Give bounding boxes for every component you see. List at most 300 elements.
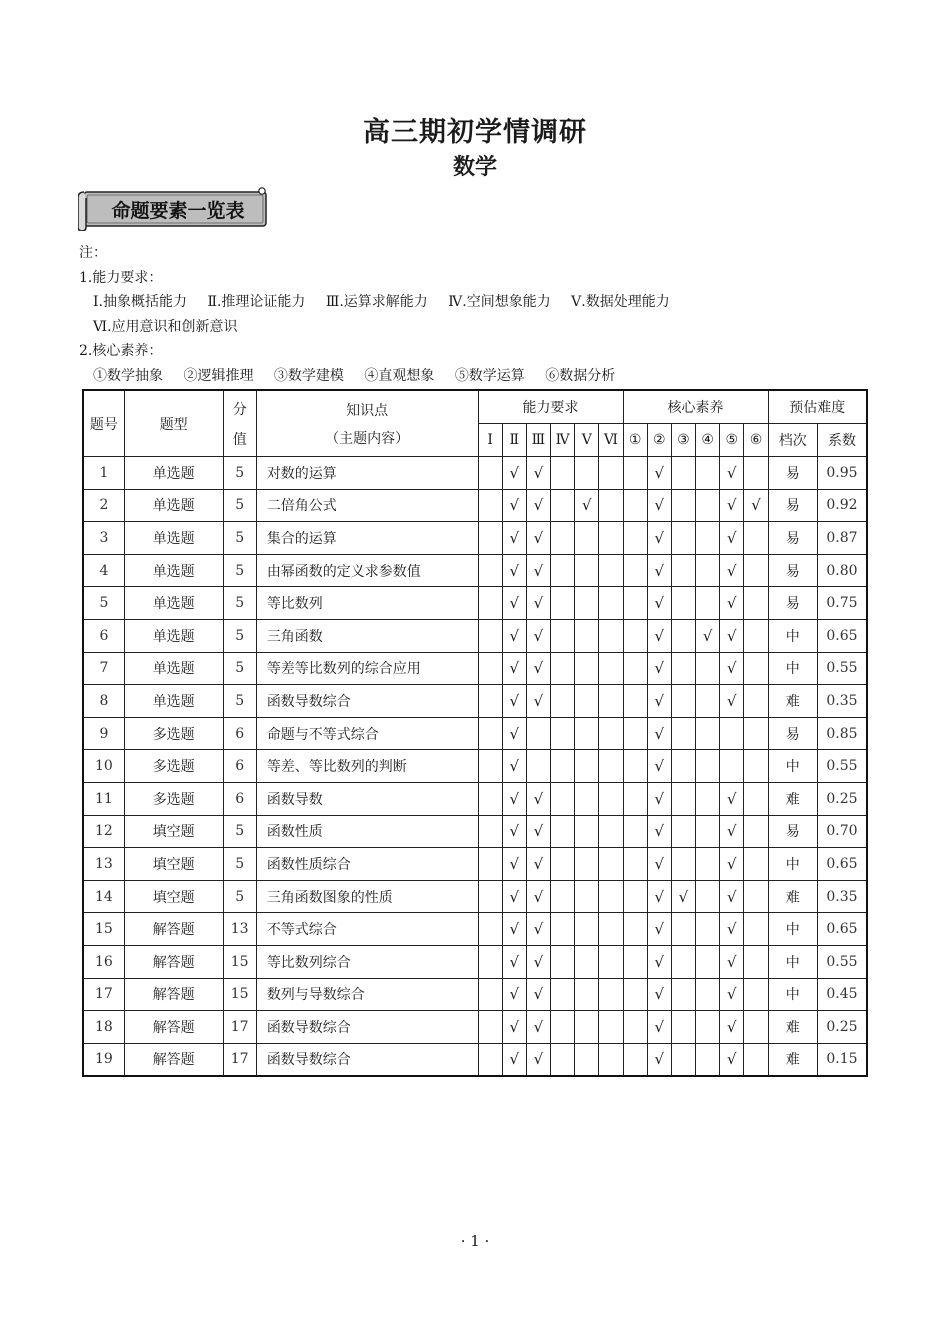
cell-score: 5 bbox=[223, 619, 256, 652]
cell-score: 6 bbox=[223, 717, 256, 750]
cell-coef: 0.70 bbox=[817, 815, 867, 848]
header-topic bbox=[256, 390, 478, 457]
cell-ability bbox=[599, 913, 623, 946]
cell-coef: 0.55 bbox=[817, 945, 867, 978]
cell-core bbox=[623, 978, 647, 1011]
cell-coef: 0.55 bbox=[817, 750, 867, 783]
header-ability-col: Ⅱ bbox=[502, 424, 526, 457]
page-number: · 1 · bbox=[460, 1232, 490, 1250]
cell-core bbox=[671, 913, 695, 946]
cell-core bbox=[671, 587, 695, 620]
check-mark: √ bbox=[533, 561, 544, 580]
check-mark: √ bbox=[702, 626, 713, 645]
check-mark: √ bbox=[509, 952, 520, 971]
check-mark: √ bbox=[727, 952, 737, 971]
cell-ability bbox=[478, 717, 502, 750]
check-mark: √ bbox=[533, 985, 544, 1004]
cell-core bbox=[647, 1011, 671, 1044]
cell-type: 单选题 bbox=[124, 652, 223, 685]
cell-coef: 0.95 bbox=[817, 457, 867, 490]
cell-core bbox=[696, 880, 720, 913]
cell-core bbox=[671, 945, 695, 978]
header-ability-col: Ⅲ bbox=[526, 424, 550, 457]
cell-ability bbox=[478, 978, 502, 1011]
cell-core bbox=[647, 978, 671, 1011]
cell-ability bbox=[526, 489, 550, 522]
table-row bbox=[83, 880, 867, 913]
header-core-col: ④ bbox=[696, 424, 720, 457]
cell-ability bbox=[599, 587, 623, 620]
cell-ability bbox=[575, 652, 599, 685]
cell-core bbox=[623, 522, 647, 555]
cell-ability bbox=[526, 750, 550, 783]
cell-ability bbox=[575, 717, 599, 750]
cell-core bbox=[671, 457, 695, 490]
check-mark: √ bbox=[654, 528, 665, 547]
cell-num: 4 bbox=[83, 554, 124, 587]
cell-ability bbox=[526, 880, 550, 913]
header-difficulty: 预估难度 bbox=[768, 390, 867, 424]
cell-ability bbox=[478, 815, 502, 848]
cell-core bbox=[671, 1043, 695, 1076]
check-mark: √ bbox=[509, 1017, 520, 1036]
cell-core bbox=[720, 1043, 744, 1076]
cell-level: 中 bbox=[768, 978, 817, 1011]
check-mark: √ bbox=[727, 659, 737, 678]
cell-ability bbox=[575, 750, 599, 783]
cell-core bbox=[647, 685, 671, 718]
cell-level: 易 bbox=[768, 554, 817, 587]
cell-ability bbox=[478, 522, 502, 555]
cell-coef: 0.35 bbox=[817, 685, 867, 718]
cell-coef: 0.65 bbox=[817, 913, 867, 946]
cell-core bbox=[696, 652, 720, 685]
cell-core bbox=[647, 619, 671, 652]
cell-ability bbox=[502, 489, 526, 522]
cell-type: 解答题 bbox=[124, 913, 223, 946]
section-banner bbox=[78, 187, 270, 231]
table-row bbox=[83, 1011, 867, 1044]
cell-core bbox=[696, 782, 720, 815]
cell-core bbox=[647, 717, 671, 750]
cell-num: 7 bbox=[83, 652, 124, 685]
check-mark: √ bbox=[509, 757, 520, 776]
cell-core bbox=[696, 457, 720, 490]
table-row bbox=[83, 522, 867, 555]
check-mark: √ bbox=[654, 789, 665, 808]
cell-core bbox=[720, 782, 744, 815]
check-mark: √ bbox=[751, 496, 761, 515]
check-mark: √ bbox=[654, 659, 665, 678]
cell-type: 解答题 bbox=[124, 1043, 223, 1076]
check-mark: √ bbox=[727, 691, 737, 710]
cell-ability bbox=[599, 457, 623, 490]
cell-type: 单选题 bbox=[124, 619, 223, 652]
table-body bbox=[83, 457, 867, 1077]
cell-core bbox=[720, 554, 744, 587]
cell-ability bbox=[526, 945, 550, 978]
cell-core bbox=[744, 652, 768, 685]
cell-core bbox=[671, 750, 695, 783]
cell-core bbox=[623, 652, 647, 685]
cell-ability bbox=[551, 489, 575, 522]
cell-ability bbox=[478, 554, 502, 587]
cell-core bbox=[696, 945, 720, 978]
cell-ability bbox=[575, 587, 599, 620]
cell-score: 6 bbox=[223, 782, 256, 815]
cell-ability bbox=[575, 522, 599, 555]
check-mark: √ bbox=[727, 822, 737, 841]
header-core: 核心素养 bbox=[623, 390, 768, 424]
cell-ability bbox=[575, 815, 599, 848]
banner-title: 命题要素一览表 bbox=[111, 200, 245, 222]
table-row bbox=[83, 489, 867, 522]
cell-ability bbox=[575, 489, 599, 522]
header-level: 档次 bbox=[768, 424, 817, 457]
ability-heading: 1.能力要求： bbox=[79, 269, 163, 286]
cell-core bbox=[647, 554, 671, 587]
cell-ability bbox=[551, 848, 575, 881]
cell-num: 10 bbox=[83, 750, 124, 783]
cell-topic: 函数导数综合 bbox=[256, 1011, 478, 1044]
cell-level: 易 bbox=[768, 457, 817, 490]
check-mark: √ bbox=[533, 659, 544, 678]
cell-ability bbox=[478, 685, 502, 718]
cell-core bbox=[744, 685, 768, 718]
cell-core bbox=[623, 1043, 647, 1076]
check-mark: √ bbox=[509, 594, 520, 613]
cell-ability bbox=[502, 750, 526, 783]
cell-score: 5 bbox=[223, 489, 256, 522]
header-core-col: ③ bbox=[671, 424, 695, 457]
cell-ability bbox=[526, 815, 550, 848]
table-row bbox=[83, 750, 867, 783]
cell-core bbox=[623, 1011, 647, 1044]
cell-ability bbox=[551, 554, 575, 587]
check-mark: √ bbox=[533, 822, 544, 841]
cell-ability bbox=[599, 848, 623, 881]
header-core-col: ⑥ bbox=[744, 424, 768, 457]
cell-core bbox=[696, 685, 720, 718]
cell-core bbox=[720, 848, 744, 881]
check-mark: √ bbox=[727, 1017, 737, 1036]
check-mark: √ bbox=[533, 626, 544, 645]
cell-core bbox=[671, 815, 695, 848]
cell-core bbox=[647, 848, 671, 881]
cell-num: 5 bbox=[83, 587, 124, 620]
cell-ability bbox=[551, 978, 575, 1011]
header-ability-col: Ⅵ bbox=[599, 424, 623, 457]
cell-core bbox=[671, 489, 695, 522]
cell-core bbox=[696, 717, 720, 750]
cell-ability bbox=[526, 457, 550, 490]
core-item: ⑥数据分析 bbox=[545, 367, 616, 384]
cell-ability bbox=[526, 685, 550, 718]
check-mark: √ bbox=[654, 691, 665, 710]
core-item: ①数学抽象 bbox=[93, 367, 163, 384]
check-mark: √ bbox=[727, 985, 737, 1004]
cell-ability bbox=[575, 978, 599, 1011]
check-mark: √ bbox=[654, 822, 665, 841]
cell-coef: 0.45 bbox=[817, 978, 867, 1011]
table-row bbox=[83, 782, 867, 815]
table-row bbox=[83, 652, 867, 685]
cell-ability bbox=[551, 913, 575, 946]
cell-topic: 命题与不等式综合 bbox=[256, 717, 478, 750]
cell-score: 15 bbox=[223, 945, 256, 978]
check-mark: √ bbox=[509, 789, 520, 808]
cell-ability bbox=[599, 1043, 623, 1076]
cell-ability bbox=[551, 457, 575, 490]
cell-ability bbox=[551, 1011, 575, 1044]
cell-ability bbox=[599, 619, 623, 652]
cell-core bbox=[696, 587, 720, 620]
check-mark: √ bbox=[509, 920, 520, 939]
check-mark: √ bbox=[727, 528, 737, 547]
check-mark: √ bbox=[533, 952, 544, 971]
cell-core bbox=[647, 880, 671, 913]
check-mark: √ bbox=[727, 626, 737, 645]
check-mark: √ bbox=[654, 920, 665, 939]
header-core-col: ⑤ bbox=[720, 424, 744, 457]
cell-level: 易 bbox=[768, 717, 817, 750]
cell-num: 14 bbox=[83, 880, 124, 913]
cell-ability bbox=[575, 913, 599, 946]
cell-ability bbox=[502, 848, 526, 881]
cell-ability bbox=[551, 815, 575, 848]
cell-ability bbox=[599, 978, 623, 1011]
ability-item: Ⅰ.抽象概括能力 bbox=[93, 294, 187, 310]
cell-ability bbox=[599, 652, 623, 685]
cell-core bbox=[696, 815, 720, 848]
check-mark: √ bbox=[533, 920, 544, 939]
cell-ability bbox=[599, 717, 623, 750]
core-list bbox=[79, 364, 670, 389]
check-mark: √ bbox=[509, 691, 520, 710]
cell-ability bbox=[478, 652, 502, 685]
cell-core bbox=[744, 587, 768, 620]
cell-core bbox=[647, 913, 671, 946]
cell-core bbox=[744, 880, 768, 913]
ability-item: Ⅳ.空间想象能力 bbox=[448, 294, 551, 310]
check-mark: √ bbox=[581, 496, 592, 515]
cell-coef: 0.65 bbox=[817, 848, 867, 881]
check-mark: √ bbox=[654, 1050, 665, 1069]
ability-item: Ⅴ.数据处理能力 bbox=[571, 294, 670, 310]
cell-topic: 函数性质 bbox=[256, 815, 478, 848]
cell-ability bbox=[478, 1011, 502, 1044]
check-mark: √ bbox=[509, 887, 520, 906]
cell-level: 易 bbox=[768, 587, 817, 620]
page-title: 高三期初学情调研 bbox=[363, 117, 587, 148]
cell-type: 解答题 bbox=[124, 1011, 223, 1044]
check-mark: √ bbox=[533, 594, 544, 613]
cell-topic: 函数性质综合 bbox=[256, 848, 478, 881]
cell-coef: 0.65 bbox=[817, 619, 867, 652]
cell-ability bbox=[502, 619, 526, 652]
cell-ability bbox=[526, 1011, 550, 1044]
cell-ability bbox=[502, 880, 526, 913]
cell-ability bbox=[526, 619, 550, 652]
cell-num: 15 bbox=[83, 913, 124, 946]
cell-ability bbox=[526, 848, 550, 881]
cell-level: 难 bbox=[768, 880, 817, 913]
cell-ability bbox=[502, 587, 526, 620]
cell-type: 多选题 bbox=[124, 782, 223, 815]
cell-coef: 0.92 bbox=[817, 489, 867, 522]
cell-ability bbox=[478, 587, 502, 620]
cell-ability bbox=[575, 848, 599, 881]
table-row bbox=[83, 457, 867, 490]
cell-num: 12 bbox=[83, 815, 124, 848]
cell-ability bbox=[526, 522, 550, 555]
check-mark: √ bbox=[533, 1017, 544, 1036]
header-score-bottom: 值 bbox=[232, 431, 247, 448]
cell-topic: 函数导数综合 bbox=[256, 685, 478, 718]
cell-score: 5 bbox=[223, 685, 256, 718]
check-mark: √ bbox=[727, 789, 737, 808]
cell-ability bbox=[526, 1043, 550, 1076]
cell-score: 17 bbox=[223, 1043, 256, 1076]
cell-core bbox=[623, 913, 647, 946]
cell-core bbox=[744, 1011, 768, 1044]
header-core-col: ② bbox=[647, 424, 671, 457]
header-score bbox=[223, 390, 256, 457]
cell-ability bbox=[599, 782, 623, 815]
cell-ability bbox=[526, 652, 550, 685]
cell-core bbox=[744, 978, 768, 1011]
cell-core bbox=[647, 652, 671, 685]
cell-core bbox=[647, 1043, 671, 1076]
cell-core bbox=[696, 554, 720, 587]
cell-core bbox=[647, 489, 671, 522]
cell-score: 5 bbox=[223, 815, 256, 848]
cell-ability bbox=[526, 913, 550, 946]
table-row bbox=[83, 587, 867, 620]
cell-type: 填空题 bbox=[124, 815, 223, 848]
cell-level: 中 bbox=[768, 750, 817, 783]
cell-ability bbox=[599, 1011, 623, 1044]
cell-core bbox=[720, 1011, 744, 1044]
cell-ability bbox=[551, 782, 575, 815]
cell-ability bbox=[551, 717, 575, 750]
cell-core bbox=[671, 554, 695, 587]
cell-level: 易 bbox=[768, 815, 817, 848]
check-mark: √ bbox=[654, 887, 665, 906]
check-mark: √ bbox=[654, 724, 665, 743]
cell-ability bbox=[478, 848, 502, 881]
cell-score: 5 bbox=[223, 554, 256, 587]
cell-type: 单选题 bbox=[124, 554, 223, 587]
check-mark: √ bbox=[654, 626, 665, 645]
cell-type: 多选题 bbox=[124, 717, 223, 750]
check-mark: √ bbox=[533, 854, 544, 873]
cell-ability bbox=[599, 880, 623, 913]
cell-ability bbox=[502, 652, 526, 685]
cell-topic: 函数导数 bbox=[256, 782, 478, 815]
table-row bbox=[83, 913, 867, 946]
cell-topic: 三角函数图象的性质 bbox=[256, 880, 478, 913]
cell-ability bbox=[526, 717, 550, 750]
cell-core bbox=[744, 750, 768, 783]
check-mark: √ bbox=[509, 463, 520, 482]
cell-type: 解答题 bbox=[124, 945, 223, 978]
check-mark: √ bbox=[727, 854, 737, 873]
check-mark: √ bbox=[654, 952, 665, 971]
cell-score: 5 bbox=[223, 848, 256, 881]
requirements-table bbox=[82, 389, 868, 1077]
cell-core bbox=[720, 750, 744, 783]
cell-ability bbox=[599, 815, 623, 848]
check-mark: √ bbox=[654, 985, 665, 1004]
cell-ability bbox=[502, 522, 526, 555]
header-core-col: ① bbox=[623, 424, 647, 457]
cell-core bbox=[696, 619, 720, 652]
cell-num: 19 bbox=[83, 1043, 124, 1076]
cell-ability bbox=[502, 945, 526, 978]
cell-ability bbox=[551, 522, 575, 555]
cell-core bbox=[720, 522, 744, 555]
header-ability-col: Ⅴ bbox=[575, 424, 599, 457]
cell-score: 5 bbox=[223, 587, 256, 620]
cell-core bbox=[720, 945, 744, 978]
header-score-top: 分 bbox=[232, 401, 247, 418]
cell-ability bbox=[575, 880, 599, 913]
cell-topic: 对数的运算 bbox=[256, 457, 478, 490]
cell-core bbox=[623, 945, 647, 978]
cell-num: 17 bbox=[83, 978, 124, 1011]
check-mark: √ bbox=[509, 626, 520, 645]
cell-ability bbox=[575, 457, 599, 490]
cell-core bbox=[623, 782, 647, 815]
cell-core bbox=[623, 848, 647, 881]
cell-level: 中 bbox=[768, 848, 817, 881]
cell-ability bbox=[502, 815, 526, 848]
cell-coef: 0.75 bbox=[817, 587, 867, 620]
cell-type: 单选题 bbox=[124, 457, 223, 490]
check-mark: √ bbox=[727, 920, 737, 939]
cell-level: 中 bbox=[768, 652, 817, 685]
check-mark: √ bbox=[654, 463, 665, 482]
cell-level: 难 bbox=[768, 1011, 817, 1044]
header-topic-bottom: （主题内容） bbox=[325, 430, 410, 447]
cell-core bbox=[671, 717, 695, 750]
cell-coef: 0.55 bbox=[817, 652, 867, 685]
cell-level: 中 bbox=[768, 913, 817, 946]
cell-core bbox=[744, 848, 768, 881]
check-mark: √ bbox=[727, 463, 737, 482]
check-mark: √ bbox=[654, 561, 665, 580]
check-mark: √ bbox=[533, 528, 544, 547]
cell-ability bbox=[526, 978, 550, 1011]
cell-level: 中 bbox=[768, 945, 817, 978]
cell-ability bbox=[551, 685, 575, 718]
cell-ability bbox=[502, 554, 526, 587]
core-item: ⑤数学运算 bbox=[454, 367, 525, 384]
check-mark: √ bbox=[727, 594, 737, 613]
cell-core bbox=[696, 489, 720, 522]
cell-topic: 等差、等比数列的判断 bbox=[256, 750, 478, 783]
cell-ability bbox=[502, 457, 526, 490]
cell-ability bbox=[502, 913, 526, 946]
cell-core bbox=[720, 587, 744, 620]
cell-ability bbox=[599, 489, 623, 522]
cell-core bbox=[720, 489, 744, 522]
cell-core bbox=[623, 815, 647, 848]
cell-core bbox=[744, 522, 768, 555]
check-mark: √ bbox=[533, 887, 544, 906]
cell-topic: 等比数列综合 bbox=[256, 945, 478, 978]
